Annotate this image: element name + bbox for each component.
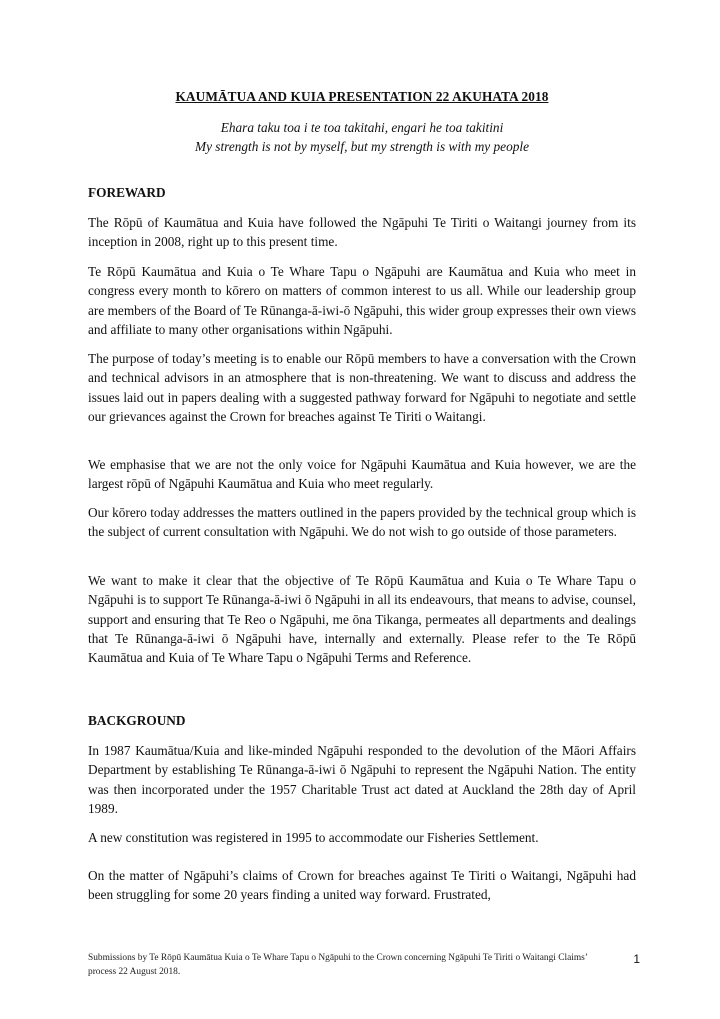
paragraph: Te Rōpū Kaumātua and Kuia o Te Whare Tapu o Ngāpuhi are Kaumātua and Kuia who meet in congress every month to kōrero on matters of common interest to us all. While our leadership group are members of the Board of Te Rūnanga-ā-iwi-ō Ngāpuhi, this wider group expresses their own views and affiliate to many other organisations within Ngāpuhi. (88, 264, 636, 337)
paragraph: A new constitution was registered in 1995 to accommodate our Fisheries Settlement. (88, 830, 539, 845)
document-title: KAUMĀTUA AND KUIA PRESENTATION 22 AKUHATA 2018 (175, 89, 549, 104)
motto (88, 118, 636, 156)
paragraph: On the matter of Ngāpuhi’s claims of Crown for breaches against Te Tiriti o Waitangi, Ngāpuhi had been struggling for some 20 years finding a united way forward. Frustrated, (88, 868, 636, 903)
paragraph: Our kōrero today addresses the matters outlined in the papers provided by the technical group which is the subject of current consultation with Ngāpuhi. We do not wish to go outside of those parameters. (88, 505, 636, 540)
section-heading-background: BACKGROUND (88, 713, 186, 728)
paragraph: We want to make it clear that the objective of Te Rōpū Kaumātua and Kuia o Te Whare Tapu o Ngāpuhi is to support Te Rūnanga-ā-iwi ō Ngāpuhi in all its endeavours, that means to advise, counsel, support and ensuring that Te Reo o Ngāpuhi, me ōna Tikanga, permeates all departments and dealings that Te Rūnanga-ā-iwi ō Ngāpuhi have, internally and externally. Please refer to the Te Rōpū Kaumātua and Kuia of Te Whare Tapu o Ngāpuhi Terms and Reference. (88, 573, 636, 666)
paragraph: In 1987 Kaumātua/Kuia and like-minded Ngāpuhi responded to the devolution of the Māori Affairs Department by establishing Te Rūnanga-ā-iwi ō Ngāpuhi to represent the Ngāpuhi Nation. The entity was then incorporated under the 1957 Charitable Trust act dated at Auckland the 28th day of April 1989. (88, 743, 636, 816)
paragraph: The purpose of today’s meeting is to enable our Rōpū members to have a conversation with the Crown and technical advisors in an atmosphere that is non-threatening. We want to discuss and address the issues laid out in papers dealing with a suggested pathway forward for Ngāpuhi to negotiate and settle our grievances against the Crown for breaches against Te Tiriti o Waitangi. (88, 351, 636, 424)
page-footer: Submissions by Te Rōpū Kaumātua Kuia o Te Whare Tapu o Ngāpuhi to the Crown concerning Ngāpuhi Te Tiriti o Waitangi Claims’ process 22 August 2018. (88, 953, 588, 977)
section-heading-foreward: FOREWARD (88, 185, 166, 200)
page-number: 1 (633, 952, 640, 966)
motto-english: My strength is not by myself, but my strength is with my people (195, 139, 529, 154)
motto-maori: Ehara taku toa i te toa takitahi, engari he toa takitini (220, 120, 504, 135)
paragraph: The Rōpū of Kaumātua and Kuia have followed the Ngāpuhi Te Tiriti o Waitangi journey from its inception in 2008, right up to this present time. (88, 215, 636, 250)
paragraph: We emphasise that we are not the only voice for Ngāpuhi Kaumātua and Kuia however, we are the largest rōpū of Ngāpuhi Kaumātua and Kuia who meet regularly. (88, 457, 636, 492)
